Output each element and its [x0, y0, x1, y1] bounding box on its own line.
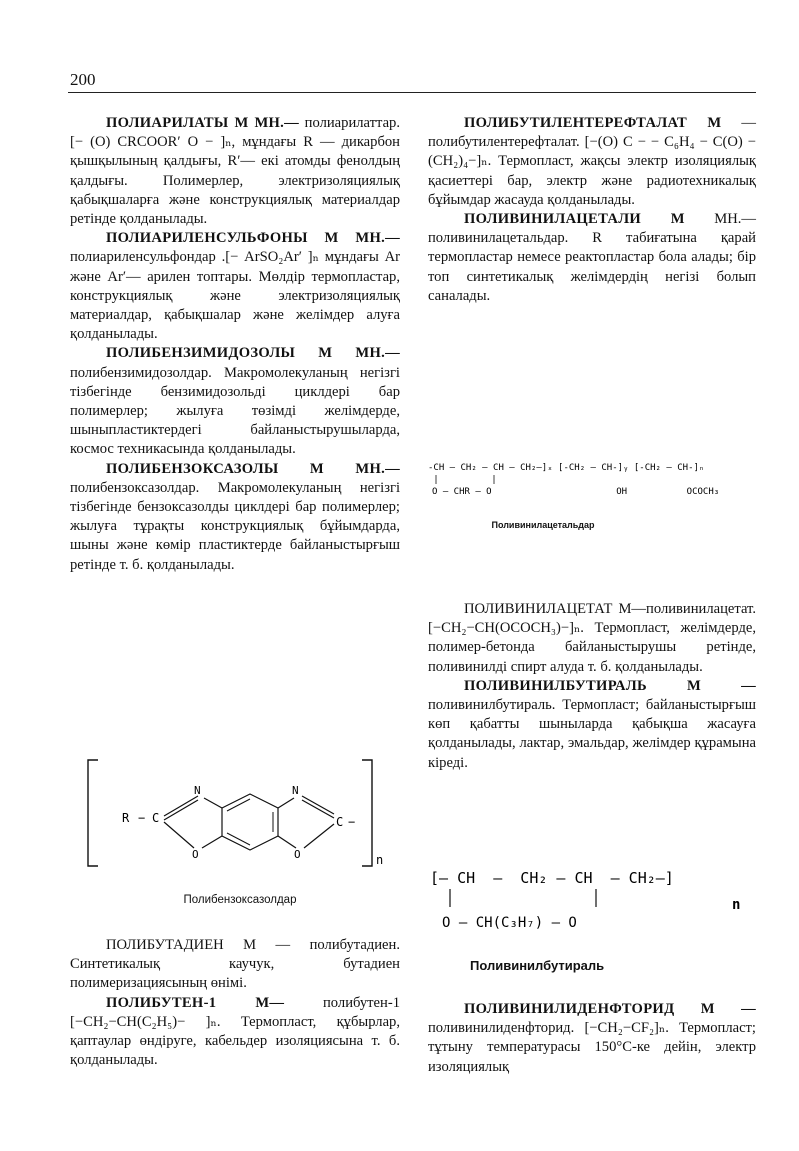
label-c-right: C: [336, 815, 344, 829]
butyral-line2: O — CH(C₃H₇) — O: [442, 915, 577, 931]
entry-polivinilacetali: ПОЛИВИНИЛАЦЕТАЛИ М МН.— поливинилацетальдар. R табиғатына қарай термопластар немесе реактопластар бола алады; бір топ синтетикалық желімдердің негізі болып саналады.: [428, 211, 756, 304]
entry-poliarilaty: ПОЛИАРИЛАТЫ М МН.— полиарилаттар. [− (O) CRCOOR′ O − ]ₙ, мұндағы R — дикарбон қышқылының қалдығы, R′— екі атомды фенолдың қалдығы. Полимерлер, электризоляциялық қабықшаларға және конструкциялық материалдар ретінде қолданылады.: [70, 115, 400, 228]
butyral-line1: [— CH — CH₂ — CH — CH₂—]: [430, 869, 674, 887]
label-n1: N: [194, 784, 201, 797]
butyral-n: n: [732, 897, 741, 913]
right-column-bottom: [428, 600, 756, 773]
polyvinylacetal-caption: Поливинилацетальдар: [491, 520, 595, 530]
label-dash-left: −: [138, 811, 146, 825]
polybenzoxazole-caption: Полибензоксазолдар: [183, 894, 297, 906]
right-column-end: [428, 1000, 756, 1077]
entry-polibenzoksazoly: ПОЛИБЕНЗОКСАЗОЛЫ М МН.— полибензоксазолдар. Макромолекуланың негізгі тізбегінде бензоксазолды циклдері бар полимерлер; жылуға тұрақты конструкциялық бұйымдарда, шыны және көмір пластиктерде байланыстырғыш ретінде т. б. қолданылады.: [70, 460, 400, 573]
polyvinylbutyral-figure: [430, 855, 760, 945]
entry-polivinilbutiral: ПОЛИВИНИЛБУТИРАЛЬ М — поливинилбутираль. Термопласт; байланыстырғыш көп қабатты шыныларда қабықша жасауға қолданылады, лактар, эмальдар, желімдер құрамына кіреді.: [428, 677, 756, 771]
entry-polivinilacetat: ПОЛИВИНИЛАЦЕТАТ М—поливинилацетат. [−CH₂−CH(OCOCH₃)−]ₙ. Термопласт, желімдерде, полимер-бетонда байланыстырушы ретінде, поливинилді спирт алуда т. б. қолданылады.: [428, 601, 756, 675]
label-o1: O: [192, 848, 199, 861]
left-column-bottom: [70, 936, 400, 1070]
acetal-line1: -CH — CH₂ — CH — CH₂—]ₓ [-CH₂ — CH-]ᵧ [-CH₂ — CH-]ₙ: [428, 463, 705, 473]
entry-polibutadien: ПОЛИБУТАДИЕН М — полибутадиен. Синтетикалық каучук, бутадиен полимеризациясының өнімі.: [70, 937, 400, 992]
entry-polibenzimidozoly: ПОЛИБЕНЗИМИДОЗОЛЫ М МН.— полибензимидозолдар. Макромолекуланың негізгі тізбегінде бензимидозольді циклдері бар полимерлер; жылуға төзімді желімдерде, шыныпластиктердегі байланыстырушыларда, космос техникасында қолданылады.: [70, 345, 400, 458]
acetal-line2: O — CHR — O OH OCOCH₃: [432, 487, 720, 497]
polybenzoxazole-figure: [80, 752, 400, 912]
entry-polibuten: ПОЛИБУТЕН-1 М— полибутен-1 [−CH₂−CH(C₂H₅)− ]ₙ. Термопласт, құбырлар, қаптаулар өндіруге, кабельдер изоляциясына т. б. қолданылады.: [70, 994, 400, 1069]
left-column: [70, 114, 400, 575]
polyvinylacetal-figure: [428, 452, 758, 502]
label-dash-right: −: [348, 815, 356, 829]
label-n2: N: [292, 784, 299, 797]
label-r: R: [122, 811, 130, 825]
entry-poliarilensulfony: ПОЛИАРИЛЕНСУЛЬФОНЫ М МН.— полиариленсульфондар .[− ArSO₂Ar′ ]ₙ мұндағы Ar және Ar′— арилен топтары. Мөлдір термопластар, конструкциялық және электризоляциялық материалдар, қабықшалар және желімдер алуға қолданылады.: [70, 230, 400, 343]
label-c-left: C: [152, 811, 160, 825]
top-rule: [68, 92, 756, 93]
right-column-top: [428, 114, 756, 306]
label-n: n: [376, 853, 384, 867]
entry-polibutilentereftalat: ПОЛИБУТИЛЕНТЕРЕФТАЛАТ М — полибутилентерефталат. [−(O) C − − C₆H₄ − C(O) −(CH₂)₄−]ₙ. Термопласт, жақсы электр изоляциялық қасиеттері бар, электр және радиотехникалық бұйымдар жасауда қолданылады.: [428, 115, 756, 208]
polyvinylbutyral-caption: Поливинилбутираль: [470, 958, 605, 973]
label-o2: O: [294, 848, 301, 861]
entry-polivinilidenftorid: ПОЛИВИНИЛИДЕНФТОРИД М — поливинилиденфторид. [−CH₂−CF₂]ₙ. Термопласт; тұтыну температурасы 150°C-ке дейін, электр изоляциялық: [428, 1001, 756, 1075]
page-number: 200: [70, 70, 96, 89]
